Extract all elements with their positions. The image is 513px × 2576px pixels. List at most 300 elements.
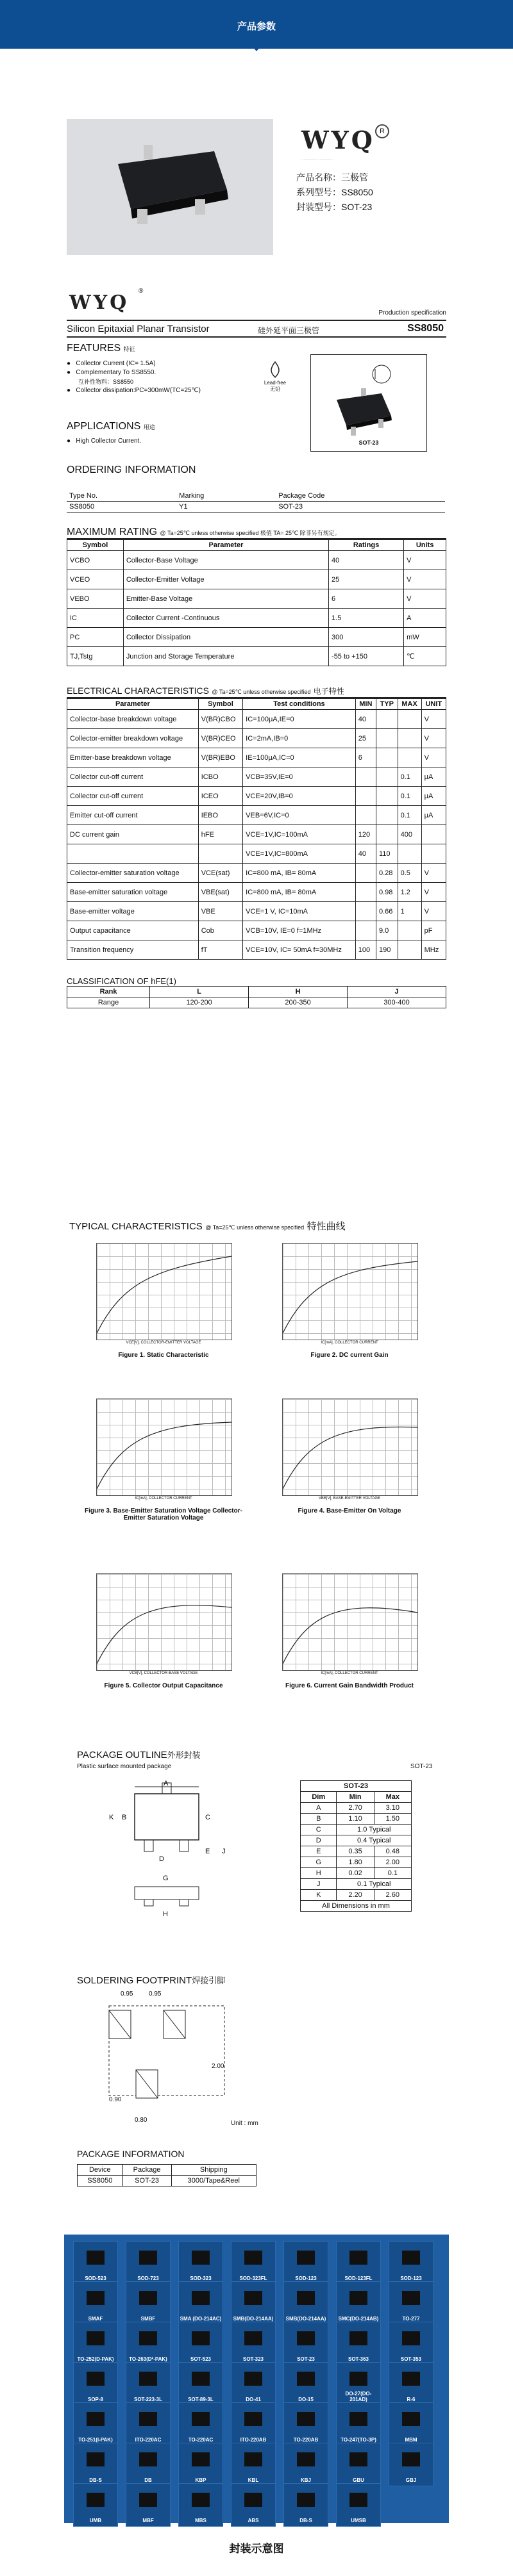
header-banner <box>0 0 513 49</box>
package-tile <box>126 2241 171 2285</box>
table-row <box>67 806 446 825</box>
table-cell <box>355 902 376 921</box>
package-label: SOT-323 <box>242 2356 264 2362</box>
figure-1-plot <box>96 1243 232 1340</box>
package-icon <box>87 2291 105 2305</box>
outline-pkg: SOT-23 <box>410 1763 433 1770</box>
table-cell <box>355 864 376 883</box>
table-cell: 0.48 <box>374 1846 411 1857</box>
table-cell: VCE=20V,IB=0 <box>243 787 356 806</box>
table-cell: 0.1 Typical <box>337 1879 412 1890</box>
package-icon <box>87 2412 105 2426</box>
pkginfo-table: Device Package Shipping SS8050 SOT-23 3000/Tape&Reel <box>77 2164 256 2186</box>
package-icon <box>402 2372 420 2386</box>
table-cell <box>376 806 398 825</box>
svg-text:J: J <box>222 1848 226 1855</box>
package-label: TO-277 <box>402 2316 420 2322</box>
figure-4-plot <box>282 1399 418 1496</box>
figure-caption: Figure 6. Current Gain Bandwidth Product <box>285 1682 414 1689</box>
figure-curve <box>97 1399 231 1495</box>
table-cell: VCE(sat) <box>198 864 242 883</box>
table-cell: Collector cut-off current <box>67 767 199 787</box>
table-cell: Collector cut-off current <box>67 787 199 806</box>
features-block <box>67 338 446 488</box>
package-label: SOD-123 <box>295 2276 317 2281</box>
max-rating-sub: @ Ta=25℃ unless otherwise specified 极值 TA= 25℃ 除非另有规定。 <box>160 530 341 536</box>
table-cell: V(BR)EBO <box>198 748 242 767</box>
table-cell: J <box>301 1879 337 1890</box>
package-label: SOT-23 <box>297 2356 315 2362</box>
outline-cn: 外形封装 <box>167 1750 201 1760</box>
svg-text:E: E <box>205 1848 210 1855</box>
table-cell: 1.2 <box>398 883 421 902</box>
table-row <box>67 825 446 844</box>
table-cell: 0.5 <box>398 864 421 883</box>
package-icon <box>349 2251 367 2265</box>
package-label: SOD-323FL <box>239 2276 267 2281</box>
table-row: IC Collector Current -Continuous 1.5 A <box>67 609 446 628</box>
table-cell <box>376 729 398 748</box>
title-bar <box>67 321 446 338</box>
title-cn: 硅外延平面三极管 <box>258 326 320 335</box>
table-cell: V <box>421 902 446 921</box>
top-product-info <box>296 170 373 215</box>
package-tile <box>283 2483 328 2527</box>
package-tile <box>336 2443 381 2486</box>
table-cell: Base-emitter voltage <box>67 902 199 921</box>
table-cell: μA <box>421 767 446 787</box>
typ-cn: 特性曲线 <box>307 1221 346 1232</box>
applications-item: ● High Collector Current. <box>67 438 142 445</box>
table-cell: IC=2mA,IB=0 <box>243 729 356 748</box>
table-cell: 2.60 <box>374 1890 411 1901</box>
table-cell: VCE=1V,IC=800mA <box>243 844 356 864</box>
package-tile <box>178 2443 223 2486</box>
feature-item: ● Collector dissipation:PC=300mW(TC=25℃) <box>67 387 201 394</box>
pkginfo-title: PACKAGE INFORMATION <box>77 2149 185 2159</box>
table-cell <box>376 748 398 767</box>
table-cell: ICBO <box>198 767 242 787</box>
package-tile <box>126 2362 171 2406</box>
solder-title: SOLDERING FOOTPRINT <box>77 1975 192 1986</box>
product-photo <box>67 119 273 255</box>
transistor-image <box>67 119 273 255</box>
table-row <box>301 1890 412 1901</box>
table-cell <box>398 940 421 960</box>
table-cell: IC=100μA,IE=0 <box>243 710 356 729</box>
table-row: VEBO Emitter-Base Voltage 6 V <box>67 589 446 609</box>
spec-label: Production specification <box>378 309 446 316</box>
figure-x-label: VCE[V], COLLECTOR-EMITTER VOLTAGE <box>126 1341 201 1345</box>
package-tile <box>283 2362 328 2406</box>
package-label: SMB(DO-214AA) <box>233 2316 274 2322</box>
sot-label: SOT-23 <box>358 439 379 446</box>
package-tile <box>178 2402 223 2446</box>
series-value: SS8050 <box>341 187 373 197</box>
top-tagline: .............................. <box>301 158 334 161</box>
figure-x-label: VCB[V], COLLECTOR-BASE VOLTAGE <box>129 1671 198 1675</box>
table-cell: V <box>421 729 446 748</box>
table-cell: Emitter cut-off current <box>67 806 199 825</box>
package-icon <box>139 2452 157 2466</box>
table-cell: VCE=1 V, IC=10mA <box>243 902 356 921</box>
package-tile <box>336 2402 381 2446</box>
table-cell: Output capacitance <box>67 921 199 940</box>
package-tile <box>389 2362 433 2406</box>
table-cell: 120 <box>355 825 376 844</box>
table-cell: V(BR)CEO <box>198 729 242 748</box>
package-label: SOD-123 <box>400 2276 422 2281</box>
package-tile <box>231 2241 276 2285</box>
package-label: GBU <box>353 2477 364 2483</box>
package-tile <box>178 2362 223 2406</box>
table-cell: 400 <box>398 825 421 844</box>
package-label: SOT-353 <box>400 2356 421 2362</box>
package-label: ITO-220AC <box>135 2437 162 2443</box>
package-label: TO-263(D²-PAK) <box>129 2356 167 2362</box>
svg-text:G: G <box>163 1875 169 1882</box>
package-tile <box>283 2322 328 2365</box>
package-tile <box>283 2402 328 2446</box>
outline-title: PACKAGE OUTLINE <box>77 1750 167 1760</box>
package-tile <box>231 2483 276 2527</box>
solder-unit: Unit : mm <box>231 2120 258 2127</box>
package-icon <box>402 2331 420 2345</box>
table-cell: VCB=10V, IE=0 f=1MHz <box>243 921 356 940</box>
table-cell: 2.70 <box>337 1803 374 1814</box>
table-cell: 0.35 <box>337 1846 374 1857</box>
solder-drawing <box>96 1988 301 2129</box>
table-cell: 110 <box>376 844 398 864</box>
package-tile <box>283 2241 328 2285</box>
leadfree-icon <box>267 361 283 379</box>
package-icon <box>244 2412 262 2426</box>
package-icon <box>349 2331 367 2345</box>
package-icon <box>139 2372 157 2386</box>
package-icon <box>297 2331 315 2345</box>
table-row <box>67 748 446 767</box>
figure-x-label: IC[mA], COLLECTOR CURRENT <box>321 1341 378 1345</box>
series-label: 系列型号： <box>296 187 341 197</box>
package-icon <box>349 2291 367 2305</box>
table-row <box>67 921 446 940</box>
package-tile <box>231 2281 276 2325</box>
package-label: ABS <box>248 2518 259 2523</box>
package-label: SOD-723 <box>137 2276 159 2281</box>
table-cell <box>355 767 376 787</box>
table-cell <box>398 710 421 729</box>
figure-5-plot <box>96 1573 232 1671</box>
package-label: TO-252(D-PAK) <box>77 2356 114 2362</box>
outline-drawing <box>96 1778 263 1922</box>
figure-caption: Figure 3. Base-Emitter Saturation Voltage Collector-Emitter Saturation Voltage <box>85 1507 242 1522</box>
figure-curve <box>283 1399 417 1495</box>
table-cell: C <box>301 1825 337 1835</box>
class-title: CLASSIFICATION OF hFE(1) <box>67 976 176 986</box>
table-cell <box>355 921 376 940</box>
header-title: 产品参数 <box>237 21 276 32</box>
table-cell: VCB=35V,IE=0 <box>243 767 356 787</box>
elec-table: Parameter Symbol Test conditions MIN TYP MAX UNIT Collector-base breakdown voltage V(BR)CBO IC=100μA,IE=0 40 V Collector-emitter breakdown voltage V(BR)CEO IC=2mA,IB=0 25 V Emitter-base breakdown voltage V(BR)EBO IE=100μA,IC=0 6 V Collector cut-off current ICBO VCB=35V,IE=0 0.1 μA Collector cut-off current ICEO VCE=20V,IB=0 0.1 μA Emitter cut-off current IEBO VEB=6V,IC=0 0.1 μA DC current gain hFE VCE=1V,IC=100mA 120 400 VCE=1V,IC=800mA 40 110 Collector-emitter saturation voltage VCE(sat) IC=800 mA, IB= 80mA 0.28 0.5 V Base-emitter saturation voltage VBE(sat) IC=800 mA, IB= 80mA 0.98 1.2 V Base-emitter voltage VBE VCE=1 V, IC=10mA 0.66 1 V Output capacitance Cob VCB=10V, IE=0 f=1MHz 9.0 pF Transition frequency fT VCE=10V, IC= 50mA f=30MHz 100 190 MHz <box>67 698 446 960</box>
package-tile <box>283 2443 328 2486</box>
solder-val: 0.80 <box>135 2117 147 2124</box>
package-icon <box>297 2251 315 2265</box>
top-logo <box>301 126 391 158</box>
package-label: TO-220AB <box>293 2437 319 2443</box>
package-tile <box>336 2241 381 2285</box>
package-label: MBM <box>405 2437 417 2443</box>
package-tile <box>336 2281 381 2325</box>
package-gallery <box>64 2235 449 2523</box>
elec-title: ELECTRICAL CHARACTERISTICS <box>67 685 209 696</box>
table-cell <box>398 921 421 940</box>
table-row <box>301 1857 412 1868</box>
table-cell: A <box>301 1803 337 1814</box>
package-icon <box>87 2251 105 2265</box>
table-row <box>301 1879 412 1890</box>
table-cell: 190 <box>376 940 398 960</box>
package-icon <box>192 2331 210 2345</box>
package-tile <box>178 2322 223 2365</box>
table-cell: μA <box>421 787 446 806</box>
table-cell: IC=800 mA, IB= 80mA <box>243 883 356 902</box>
table-row <box>301 1835 412 1846</box>
table-cell: Base-emitter saturation voltage <box>67 883 199 902</box>
package-label: SOD-523 <box>85 2276 106 2281</box>
table-cell <box>355 883 376 902</box>
sheet-header <box>67 286 446 321</box>
figure-caption: Figure 2. DC current Gain <box>310 1352 389 1359</box>
figure-curve <box>97 1243 231 1340</box>
table-cell <box>355 787 376 806</box>
table-cell: 25 <box>355 729 376 748</box>
package-label: SOP-8 <box>87 2397 103 2402</box>
feature-item: 互补性物料：SS8550 <box>78 379 134 385</box>
features-cn: 特征 <box>123 346 135 352</box>
table-cell: IE=100μA,IC=0 <box>243 748 356 767</box>
package-label: TO-247(TO-3P) <box>341 2437 376 2443</box>
package-tile <box>126 2402 171 2446</box>
table-cell <box>376 825 398 844</box>
svg-text:A: A <box>164 1780 169 1787</box>
table-cell: IEBO <box>198 806 242 825</box>
product-name-value: 三极管 <box>341 172 368 183</box>
dim-table: SOT-23 Dim Min Max A 2.70 3.10 B 1.10 1.50 C 1.0 Typical D 0.4 Typical E 0.35 0.48 G 1.80 2.00 H 0.02 0.1 J 0.1 Typical K 2.20 2.60 All Dimensions in mm <box>300 1780 412 1912</box>
table-cell: 1 <box>398 902 421 921</box>
package-icon <box>402 2412 420 2426</box>
table-cell: B <box>301 1814 337 1825</box>
package-tile <box>73 2241 118 2285</box>
package-tile <box>389 2241 433 2285</box>
package-label: KBP <box>195 2477 206 2483</box>
solder-val: 2.00 <box>212 2063 224 2070</box>
package-tile <box>73 2281 118 2325</box>
package-label: UMSB <box>351 2518 366 2523</box>
package-icon <box>402 2251 420 2265</box>
package-icon <box>192 2372 210 2386</box>
table-cell: V <box>421 710 446 729</box>
table-cell: pF <box>421 921 446 940</box>
table-cell: VCE=1V,IC=100mA <box>243 825 356 844</box>
typ-sub: @ Ta=25℃ unless otherwise specified <box>205 1224 305 1231</box>
table-cell: H <box>301 1868 337 1879</box>
typ-title-row <box>69 1219 346 1233</box>
package-label: KBL <box>248 2477 259 2483</box>
datasheet <box>67 286 446 1008</box>
solder-val: 0.95 <box>149 1990 162 1998</box>
package-tile <box>389 2322 433 2365</box>
figure-curve <box>283 1574 417 1670</box>
package-label: SMA (DO-214AC) <box>180 2316 222 2322</box>
svg-text:H: H <box>163 1910 168 1918</box>
package-icon <box>297 2291 315 2305</box>
dim-note: All Dimensions in mm <box>301 1901 412 1912</box>
table-cell: 0.1 <box>398 806 421 825</box>
package-label: SOD-123FL <box>344 2276 373 2281</box>
table-cell: 0.1 <box>374 1868 411 1879</box>
sheet-registered-icon: ® <box>139 288 144 295</box>
package-tile <box>283 2281 328 2325</box>
package-tile <box>389 2443 433 2486</box>
package-icon <box>87 2452 105 2466</box>
table-row <box>301 1868 412 1879</box>
table-row: TJ,Tstg Junction and Storage Temperature -55 to +150 ℃ <box>67 647 446 666</box>
table-row <box>67 787 446 806</box>
table-cell: fT <box>198 940 242 960</box>
package-icon <box>349 2412 367 2426</box>
package-tile <box>73 2362 118 2406</box>
sheet-logo: WYQ <box>69 291 130 314</box>
table-cell <box>376 710 398 729</box>
package-icon <box>139 2331 157 2345</box>
title-en: Silicon Epitaxial Planar Transistor <box>67 324 210 334</box>
package-tile <box>389 2402 433 2446</box>
package-tile <box>178 2281 223 2325</box>
table-cell: Transition frequency <box>67 940 199 960</box>
figure-3-plot <box>96 1399 232 1496</box>
package-icon <box>87 2493 105 2507</box>
table-cell: Collector-emitter breakdown voltage <box>67 729 199 748</box>
outline-sub: Plastic surface mounted package <box>77 1763 172 1770</box>
package-icon <box>139 2412 157 2426</box>
table-cell: 40 <box>355 844 376 864</box>
elec-cn: 电子特性 <box>313 687 344 696</box>
package-label: MBF <box>142 2518 154 2523</box>
table-row <box>301 1803 412 1814</box>
package-label: 封装型号： <box>296 202 341 212</box>
package-icon <box>349 2493 367 2507</box>
header-arrow <box>249 42 264 51</box>
table-cell: 0.66 <box>376 902 398 921</box>
package-icon <box>87 2372 105 2386</box>
table-cell: 1.80 <box>337 1857 374 1868</box>
table-cell: K <box>301 1890 337 1901</box>
package-icon <box>192 2291 210 2305</box>
footer-caption: 封装示意图 <box>229 2543 284 2555</box>
package-label: SOT-89-3L <box>188 2397 214 2402</box>
table-cell: Emitter-base breakdown voltage <box>67 748 199 767</box>
applications-cn: 用途 <box>143 424 155 431</box>
table-cell: μA <box>421 806 446 825</box>
part-number: SS8050 <box>407 323 444 334</box>
table-row: VCEO Collector-Emitter Voltage 25 V <box>67 570 446 589</box>
table-cell <box>398 844 421 864</box>
solder-title-row <box>77 1974 225 1987</box>
table-cell: 0.1 <box>398 767 421 787</box>
table-row <box>301 1814 412 1825</box>
package-label: TO-251(I-PAK) <box>78 2437 113 2443</box>
table-cell: 1.50 <box>374 1814 411 1825</box>
figure-6-plot <box>282 1573 418 1671</box>
table-cell: IC=800 mA, IB= 80mA <box>243 864 356 883</box>
package-icon <box>139 2251 157 2265</box>
table-cell <box>376 787 398 806</box>
figure-caption: Figure 1. Static Characteristic <box>118 1352 209 1359</box>
table-cell: DC current gain <box>67 825 199 844</box>
package-label: SMB(DO-214AA) <box>285 2316 326 2322</box>
table-cell: 9.0 <box>376 921 398 940</box>
package-label: SMBF <box>140 2316 156 2322</box>
table-cell: Collector-base breakdown voltage <box>67 710 199 729</box>
table-row <box>67 729 446 748</box>
table-cell: ICEO <box>198 787 242 806</box>
table-cell <box>421 844 446 864</box>
figure-x-label: IC[mA], COLLECTOR CURRENT <box>321 1671 378 1675</box>
table-cell: VEB=6V,IC=0 <box>243 806 356 825</box>
package-icon <box>192 2452 210 2466</box>
product-name-label: 产品名称： <box>296 172 341 183</box>
solder-val: 0.95 <box>121 1990 133 1998</box>
class-table: Rank L H J Range 120-200 200-350 300-400 <box>67 986 446 1008</box>
table-cell: 100 <box>355 940 376 960</box>
table-row <box>67 864 446 883</box>
table-cell <box>67 844 199 864</box>
package-icon <box>244 2251 262 2265</box>
svg-text:C: C <box>205 1814 210 1821</box>
package-icon <box>244 2452 262 2466</box>
package-icon <box>192 2412 210 2426</box>
table-cell: Cob <box>198 921 242 940</box>
package-label: SOD-323 <box>190 2276 212 2281</box>
svg-text:D: D <box>159 1855 164 1863</box>
package-label: ITO-220AB <box>240 2437 267 2443</box>
figure-x-label: VBE[V], BASE-EMITTER VOLTAGE <box>318 1497 381 1500</box>
table-cell: VBE <box>198 902 242 921</box>
package-tile <box>389 2281 433 2325</box>
table-cell: V <box>421 864 446 883</box>
package-icon <box>139 2493 157 2507</box>
typ-title: TYPICAL CHARACTERISTICS <box>69 1221 203 1232</box>
package-label: DO-15 <box>298 2397 314 2402</box>
table-cell <box>198 844 242 864</box>
package-tile <box>336 2362 381 2406</box>
package-label: MBS <box>195 2518 206 2523</box>
package-label: UMB <box>89 2518 102 2523</box>
package-icon <box>402 2291 420 2305</box>
table-row: PC Collector Dissipation 300 mW <box>67 628 446 647</box>
table-cell: 0.4 Typical <box>337 1835 412 1846</box>
table-cell: 0.02 <box>337 1868 374 1879</box>
ordering-table: Type No. Marking Package Code SS8050 Y1 SOT-23 <box>67 491 445 513</box>
table-cell: 0.98 <box>376 883 398 902</box>
package-tile <box>231 2402 276 2446</box>
table-cell: 3.10 <box>374 1803 411 1814</box>
package-tile <box>178 2241 223 2285</box>
package-label: SOT-523 <box>190 2356 211 2362</box>
package-label: DO-41 <box>246 2397 261 2402</box>
package-icon <box>87 2331 105 2345</box>
table-cell: 2.20 <box>337 1890 374 1901</box>
